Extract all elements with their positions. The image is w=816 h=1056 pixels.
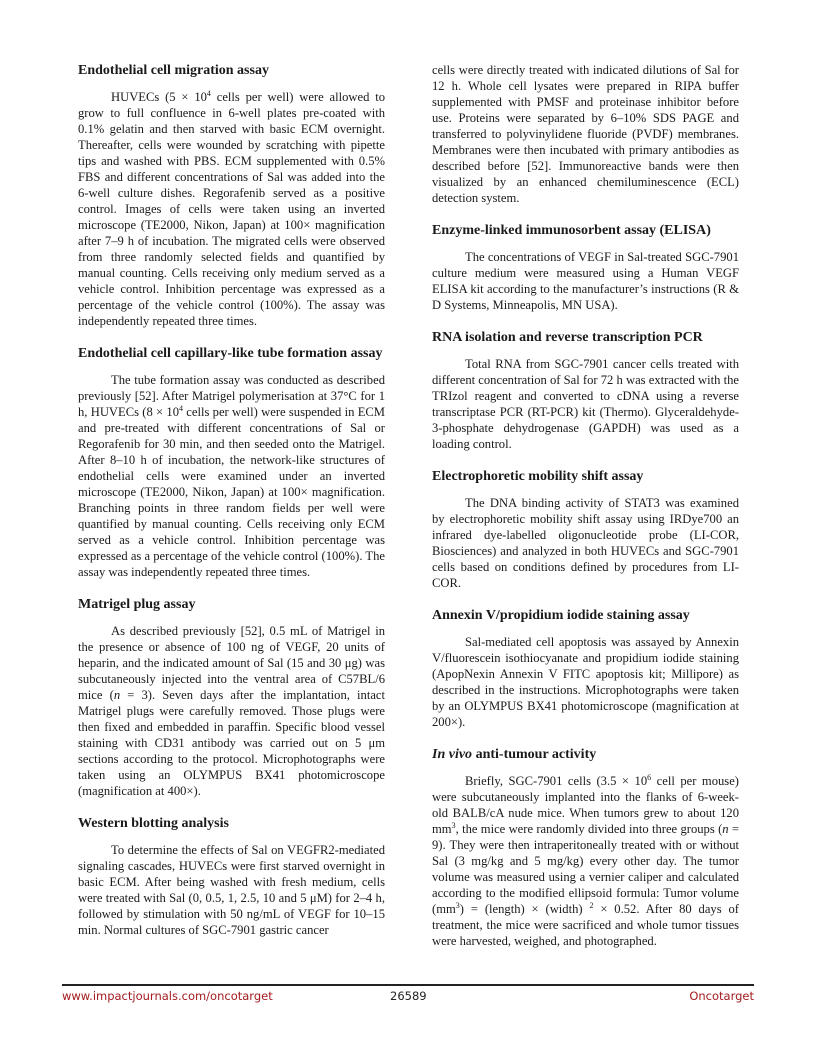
section-heading: Endothelial cell capillary-like tube formation assay <box>78 346 383 361</box>
section-paragraph: The concentrations of VEGF in Sal-treated SGC-7901 culture medium were measured using a Human VEGF ELISA kit according to the manufacturer’s instructions (R & D Systems, Minneapolis, MN USA). <box>432 250 739 312</box>
section-elisa <box>432 222 739 313</box>
journal-url-link[interactable]: www.impactjournals.com/oncotarget <box>62 989 273 1003</box>
section-annexin-staining <box>432 607 739 730</box>
section-heading: Endothelial cell migration assay <box>78 63 269 78</box>
section-paragraph: The DNA binding activity of STAT3 was examined by electrophoretic mobility shift assay using IRDye700 an infrared dye-labelled oligonucleotide probe (LI-COR, Biosciences) and analyzed in both HUVECs and SGC-7901 cells based on conditions defined by procedures from LI-COR. <box>432 496 739 590</box>
section-paragraph: To determine the effects of Sal on VEGFR2-mediated signaling cascades, HUVECs were first starved overnight in basic ECM. After being washed with fresh medium, cells were treated with Sal (0, 0.5, 1, 2.5, 10 and 5 μM) for 2–4 h, followed by stimulation with 50 ng/mL of VEGF for 10–15 min. Normal cultures of SGC-7901 gastric cancer <box>78 843 385 937</box>
section-in-vivo-activity <box>432 746 739 949</box>
section-paragraph: HUVECs ($5 \times 10^4$ cells per well) were allowed to grow to full confluence in 6-well plates pre-coated with 0.1% gelatin and then starved with basic ECM overnight. Thereafter, cells were wounded by scratching with pipette tips and washed with PBS. ECM supplemented with 0.5% FBS and different concentrations of Sal was added into the 6-well culture dishes. Regorafenib served as a positive control. Images of cells were taken using an inverted microscope (TE2000, Nikon, Japan) at 100× magnification after 7–9 h of incubation. The migrated cells were observed from three randomly selected fields and quantified by manual counting. Cells receiving only medium served as a vehicle control. Inhibition percentage was expressed as a percentage of the vehicle control (100%). The assay was independently repeated three times. <box>78 88 385 328</box>
section-heading: Enzyme-linked immunosorbent assay (ELISA) <box>432 223 711 238</box>
section-heading: Matrigel plug assay <box>78 597 196 612</box>
section-paragraph: Briefly, SGC-7901 cells ($3.5 \times 10^6$ cell per mouse) were subcutaneously implanted into the flanks of 6-week-old BALB/cA nude mice. When tumors grew to about 120 $mm^3$, the mice were randomly divided into three groups (n = 9). They were then intraperitoneally treated with or without Sal (3 mg/kg and 5 mg/kg) every other day. The tumor volume was measured using a vernier caliper and calculated according to the modified ellipsoid formula: Tumor volume $(mm^3)$ = (length) × (width) $^2$ × 0.52. After 80 days of treatment, the mice were sacrificed and whole tumor tissues were harvested, weighed, and photographed. <box>432 772 739 948</box>
right-column <box>432 62 739 965</box>
left-column <box>78 62 385 954</box>
section-migration-assay <box>78 62 385 329</box>
section-heading: Annexin V/propidium iodide staining assay <box>432 608 690 623</box>
section-emsa <box>432 468 739 591</box>
journal-name: Oncotarget <box>689 989 754 1003</box>
page-number: 26589 <box>390 989 427 1003</box>
section-heading: RNA isolation and reverse transcription PCR <box>432 330 703 345</box>
section-paragraph: Total RNA from SGC-7901 cancer cells treated with different concentration of Sal for 72 h was extracted with the TRIzol reagent and converted to cDNA using a reverse transcriptase PCR (RT-PCR) kit (Thermo). Glyceraldehyde-3-phosphate dehydrogenase (GAPDH) was used as a loading control. <box>432 357 739 451</box>
section-western-blotting <box>78 815 385 938</box>
section-heading: In vivo anti-tumour activity <box>432 747 597 762</box>
section-tube-formation-assay <box>78 345 385 580</box>
section-heading: Electrophoretic mobility shift assay <box>432 469 644 484</box>
section-paragraph: Sal-mediated cell apoptosis was assayed by Annexin V/fluorescein isothiocyanate and propidium iodide staining (ApopNexin Annexin V FITC apoptosis kit; Millipore) as described in the instructions. Microphotographs were taken by an OLYMPUS BX41 photomicroscope (magnification at 200×). <box>432 635 739 729</box>
section-paragraph: As described previously [52], 0.5 mL of Matrigel in the presence or absence of 100 ng of VEGF, 20 units of heparin, and the indicated amount of Sal (15 and 30 μg) was subcutaneously injected into the ventral area of C57BL/6 mice (n = 3). Seven days after the implantation, intact Matrigel plugs were carefully removed. Those plugs were then fixed and embedded in paraffin. Specific blood vessel staining with CD31 antibody was carried out on 5 μm sections according to the protocol. Microphotographs were taken using an OLYMPUS BX41 photomicroscope (magnification at 400×). <box>78 624 385 798</box>
continued-paragraph: cells were directly treated with indicated dilutions of Sal for 12 h. Whole cell lysates were prepared in RIPA buffer supplemented with PMSF and proteinase inhibitor before use. Proteins were separated by 6–10% SDS PAGE and transferred to polyvinylidene fluoride (PVDF) membranes. Membranes were then incubated with primary antibodies as described before [52]. Immunoreactive bands were then visualized by an enhanced chemiluminescence (ECL) detection system. <box>432 63 739 205</box>
section-rna-isolation <box>432 329 739 452</box>
footer-divider <box>62 984 754 986</box>
section-heading: Western blotting analysis <box>78 816 229 831</box>
section-paragraph: The tube formation assay was conducted as described previously [52]. After Matrigel polymerisation at 37°C for 1 h, HUVECs ($8 \times 10^4$ cells per well) were suspended in ECM and pre-treated with different concentrations of Sal or Regorafenib for 30 min, and then seeded onto the Matrigel. After 8–10 h of incubation, the network-like structures of endothelial cells were examined under an inverted microscope (TE2000, Nikon, Japan) at 100× magnification. Branching points in three random fields per well were quantified by manual counting. Cells receiving only ECM served as a vehicle control. Inhibition percentage was expressed as a percentage of the vehicle control (100%). The assay was independently repeated three times. <box>78 373 385 579</box>
section-matrigel-plug-assay <box>78 596 385 799</box>
